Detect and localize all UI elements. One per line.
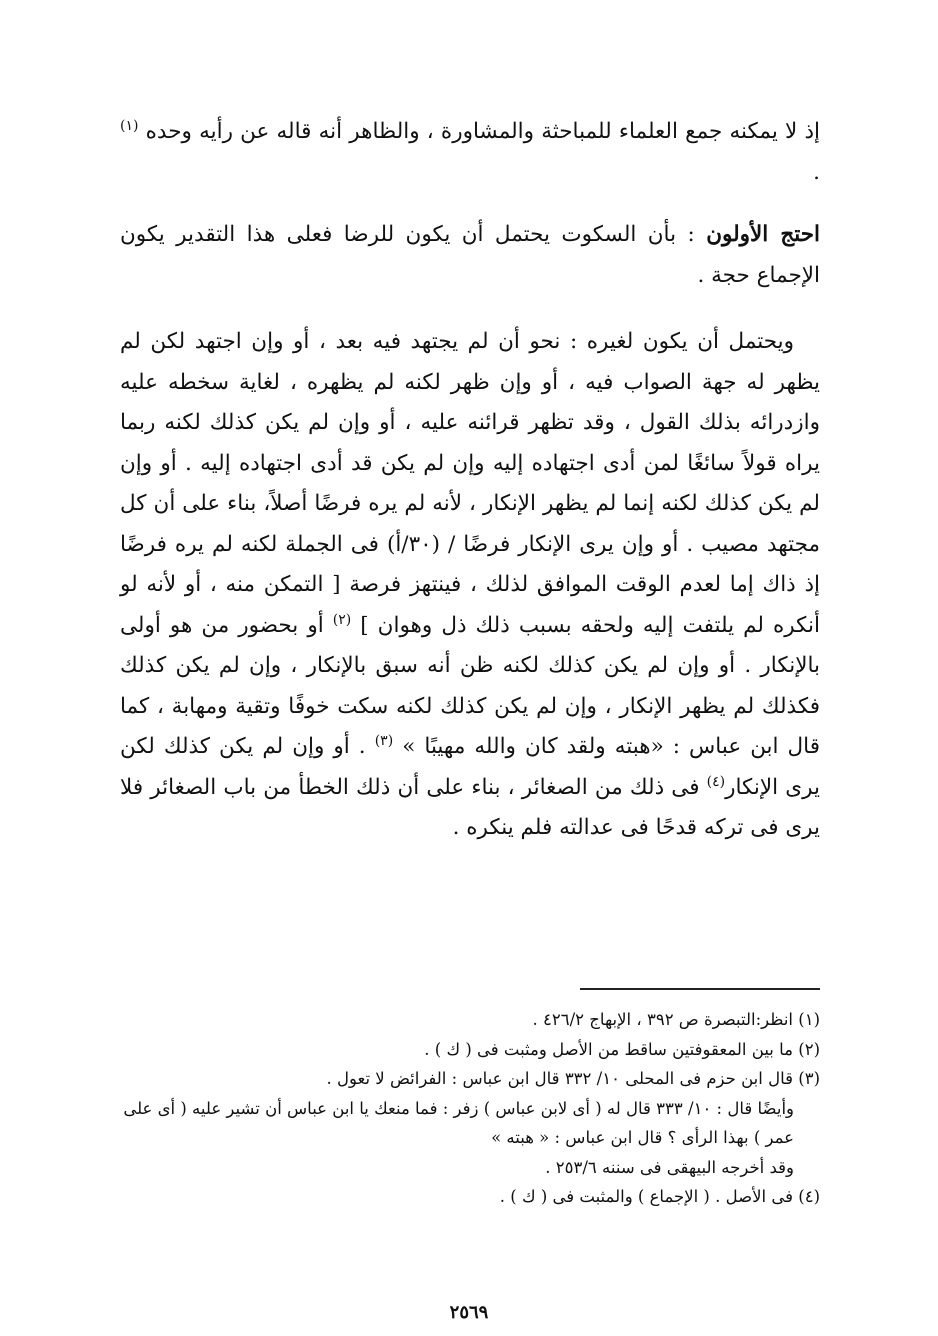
footnote-ref-2: (٢) <box>332 611 352 628</box>
paragraph-1 <box>120 112 820 193</box>
footnote-4: (٤) فى الأصل . ( الإجماع ) والمثبت فى ( ك ) . <box>499 1187 820 1206</box>
paragraph-2 <box>120 215 820 296</box>
footnote-1: (١) انظر:التبصرة ص ٣٩٢ ، الإبهاج ٤٢٦/٢ . <box>532 1010 820 1029</box>
footnote-3-continuation-1: وأيضًا قال : ١٠/ ٣٣٣ قال له ( أى لابن عباس ) زفر : فما منعك يا ابن عباس أن تشير عليه ( أى على عمر ) بهذا الرأى ؟ قال ابن عباس : « هبته » <box>123 1098 794 1147</box>
footnote-3-continuation-2: وقد أخرجه البيهقى فى سننه ٢٥٣/٦ . <box>545 1157 794 1177</box>
paragraph-3-part-d: فى ذلك من الصغائر ، بناء على أن ذلك الخطأ من باب الصغائر فلا يرى فى تركه قدحًا فى عدالته فلم ينكره . <box>120 774 820 840</box>
paragraph-3 <box>120 322 820 849</box>
footnote-ref-3: (٣) <box>374 732 394 749</box>
footnote-ref-4: (٤) <box>706 773 726 790</box>
paragraph-3-part-b: أو بحضور من هو أولى بالإنكار . أو وإن لم يكن كذلك لكنه ظن أنه سبق بالإنكار ، وإن لم يكن كذلك فكذلك لم يظهر الإنكار ، وإن لم يكن كذلك لكنه سكت خوفًا وتقية ومهابة ، كما قال ابن عباس : «هبته ولقد كان والله مهيبًا » <box>120 612 820 759</box>
footnotes <box>120 1005 820 1212</box>
footnote-3: (٣) قال ابن حزم فى المحلى ١٠/ ٣٣٢ قال ابن عباس : الفرائض لا تعول . <box>326 1069 820 1088</box>
paragraph-3-part-a: ويحتمل أن يكون لغيره : نحو أن لم يجتهد فيه بعد ، أو وإن اجتهد لكن لم يظهر له جهة الصواب فيه ، أو وإن ظهر لكنه لم يظهره ، لغاية سخطه عليه وازدرائه بذلك القول ، وقد تظهر قرائنه عليه ، أو وإن لم يكن كذلك لكنه ربما يراه قولاً سائغًا لمن أدى اجتهاده إليه وإن لم يكن قد أدى اجتهاده إليه . أو وإن لم يكن كذلك لكنه إنما لم يظهر الإنكار ، لأنه لم يره فرضًا أصلاً، بناء على أن كل مجتهد مصيب . أو وإن يرى الإنكار فرضًا / (٣٠/أ) فى الجملة لكنه لم يره فرضًا إذ ذاك إما لعدم الوقت الموافق لذلك ، فينتهز فرصة [ التمكن منه ، أو لأنه لو أنكره لم يلتفت إليه ولحقه بسبب ذلك ذل وهوان ] <box>120 329 820 638</box>
main-text <box>120 112 820 873</box>
paragraph-1-end: . <box>813 159 820 185</box>
paragraph-2-text: : بأن السكوت يحتمل أن يكون للرضا فعلى هذا التقدير يكون الإجماع حجة . <box>120 222 820 288</box>
footnote-2: (٢) ما بين المعقوفتين ساقط من الأصل ومثبت فى ( ك ) . <box>424 1039 820 1059</box>
paragraph-3-part-c: . أو وإن لم يكن كذلك لكن يرى الإنكار <box>120 734 820 800</box>
paragraph-2-lead: احتج الأولون <box>706 222 820 247</box>
footnote-ref-1: (١) <box>120 117 139 134</box>
paragraph-1-text: إذ لا يمكنه جمع العلماء للمباحثة والمشاورة ، والظاهر أنه قاله عن رأيه وحده <box>145 119 820 144</box>
page-number: ٢٥٦٩ <box>449 1302 489 1323</box>
footnote-divider <box>580 988 820 990</box>
